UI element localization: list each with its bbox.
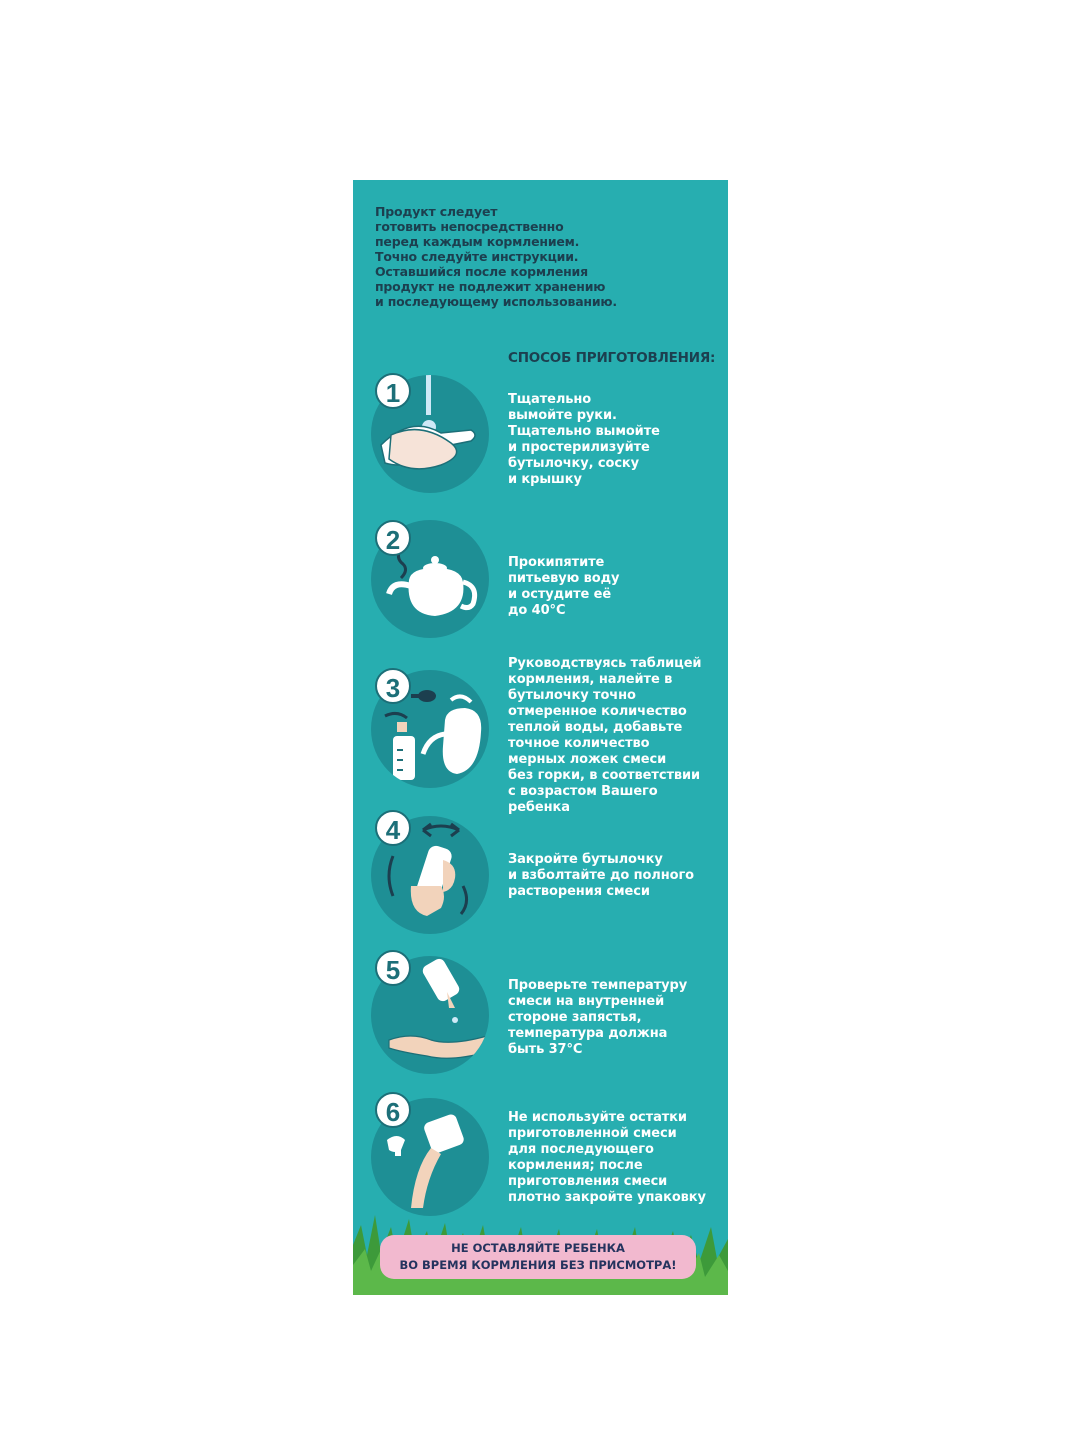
step-1-text: Тщательно вымойте руки. Тщательно вымойте и простерилизуйте бутылочку, соску и крышку: [508, 392, 660, 487]
step-3-text: Руководствуясь таблицей кормления, налейте в бутылочку точно отмеренное количество теплой воды, добавьте точное количество мерных ложек смеси без горки, в соответствии с возрастом Вашего ребенка: [508, 656, 702, 815]
intro-text: Продукт следует готовить непосредственно перед каждым кормлением. Точно следуйте инструкции. Оставшийся после кормления продукт не подлежит хранению и последующему использованию.: [375, 204, 617, 309]
step-number-3: 3: [375, 668, 411, 704]
warning-line-1: НЕ ОСТАВЛЯЙТЕ РЕБЕНКА: [451, 1241, 625, 1255]
step-6-text: Не используйте остатки приготовленной смеси для последующего кормления; после приготовления смеси плотно закройте упаковку: [508, 1110, 706, 1205]
step-number-4: 4: [375, 810, 411, 846]
step-2-text: Прокипятите питьевую воду и остудите её до 40°С: [508, 555, 620, 618]
step-4-text: Закройте бутылочку и взболтайте до полного растворения смеси: [508, 852, 694, 899]
step-number-2: 2: [375, 520, 411, 556]
warning-line-2: ВО ВРЕМЯ КОРМЛЕНИЯ БЕЗ ПРИСМОТРА!: [399, 1258, 677, 1272]
step-5-text: Проверьте температуру смеси на внутренней стороне запястья, температура должна быть 37°С: [508, 978, 688, 1057]
step-number-1: 1: [375, 373, 411, 409]
warning-banner: [380, 1235, 696, 1279]
step-number-5: 5: [375, 950, 411, 986]
instruction-panel: [353, 180, 728, 1295]
preparation-heading: СПОСОБ ПРИГОТОВЛЕНИЯ:: [508, 350, 716, 366]
step-number-6: 6: [375, 1092, 411, 1128]
